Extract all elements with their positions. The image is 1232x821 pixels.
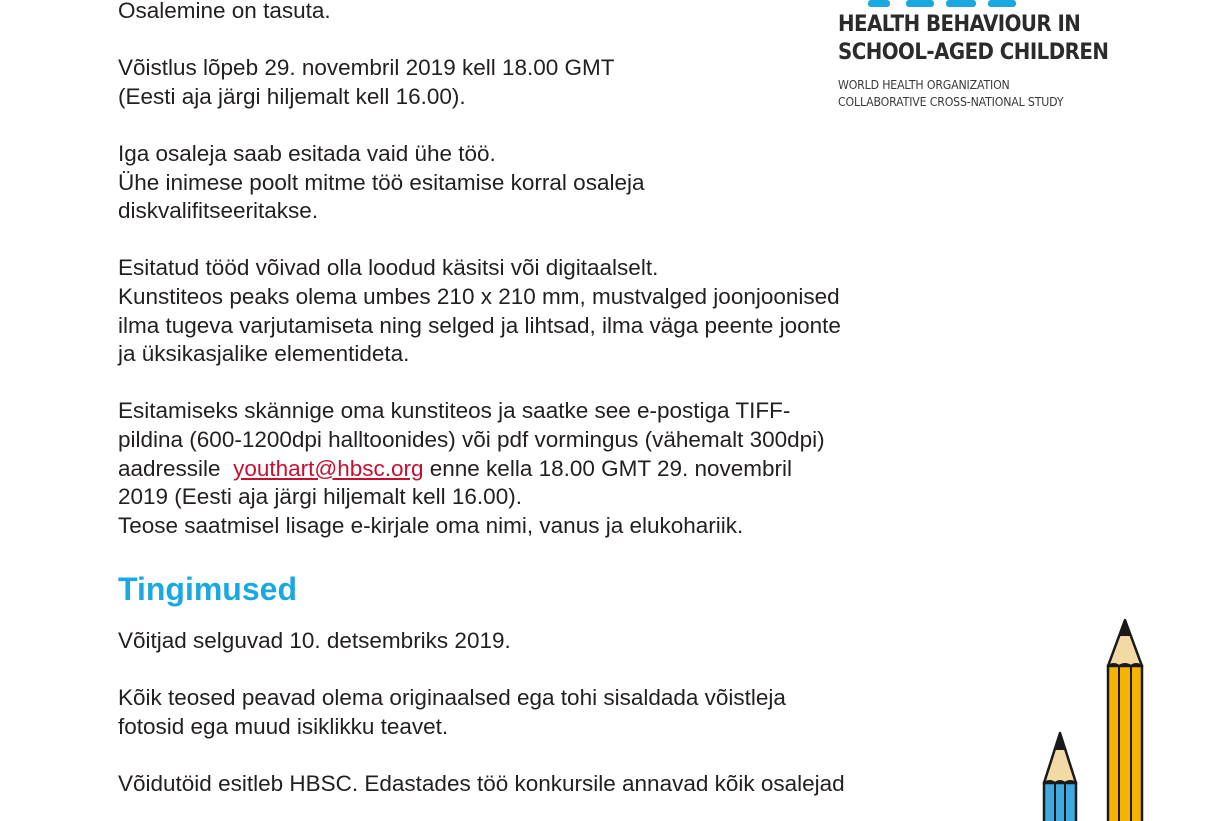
text-line: Võistlus lõpeb 29. novembril 2019 kell 18.00 GMT [118, 55, 615, 81]
text-line: 2019 (Eesti aja järgi hiljemalt kell 16.00). [118, 484, 522, 510]
text-line-with-email [118, 455, 938, 484]
text-segment: enne kella 18.00 GMT 29. novembril [423, 455, 793, 481]
text-line: ja üksikasjalike elementideta. [118, 341, 410, 367]
paragraph-deadline [118, 54, 938, 111]
text-line: ilma tugeva varjutamiseta ning selged ja lihtsad, ilma väga peente joonte [118, 312, 841, 338]
text-line: Võidutöid esitleb HBSC. Edastades töö konkursile annavad kõik osalejad [118, 770, 845, 796]
section-heading-terms: Tingimused [118, 570, 297, 607]
paragraph-originality [118, 684, 938, 741]
text-line: Kõik teosed peavad olema originaalsed ega tohi sisaldada võistleja [118, 685, 786, 711]
text-line: (Eesti aja järgi hiljemalt kell 16.00). [118, 83, 466, 109]
blue-pencil-icon [1044, 733, 1076, 821]
paragraph-one-entry [118, 140, 938, 226]
text-line: Teose saatmisel lisage e-kirjale oma nimi, vanus ja elukohariik. [118, 512, 744, 538]
text-line: Kunstiteos peaks olema umbes 210 x 210 mm, mustvalged joonjoonised [118, 283, 840, 309]
paragraph-artwork-format [118, 254, 938, 368]
text-segment: aadressile [118, 455, 234, 481]
logo-title-line2: SCHOOL-AGED CHILDREN [838, 40, 1109, 65]
paragraph-participation [118, 0, 938, 26]
paragraph-rights [118, 770, 938, 799]
text-line: pildina (600-1200dpi halltoonides) või pdf vormingus (vähemalt 300dpi) [118, 426, 825, 452]
text-line: Esitatud tööd võivad olla loodud käsitsi või digitaalselt. [118, 255, 659, 281]
text-line: Osalemine on tasuta. [118, 0, 331, 23]
pencils-illustration-icon [1030, 618, 1160, 821]
text-line: Võitjad selguvad 10. detsembriks 2019. [118, 627, 511, 653]
text-line: diskvalifitseeritakse. [118, 198, 319, 224]
logo-subtitle-line1: WORLD HEALTH ORGANIZATION [838, 77, 1010, 92]
paragraph-winners [118, 627, 938, 656]
logo-subtitle-line2: COLLABORATIVE CROSS-NATIONAL STUDY [838, 94, 1064, 109]
yellow-pencil-icon [1108, 620, 1142, 821]
text-line: Ühe inimese poolt mitme töö esitamise korral osaleja [118, 169, 645, 195]
document-body [118, 0, 938, 821]
logo-title-line1: HEALTH BEHAVIOUR IN [838, 12, 1081, 37]
text-line: Iga osaleja saab esitada vaid ühe töö. [118, 140, 496, 166]
text-line: Esitamiseks skännige oma kunstiteos ja saatke see e-postiga TIFF- [118, 398, 791, 424]
text-line: fotosid ega muud isiklikku teavet. [118, 713, 449, 739]
paragraph-submission [118, 397, 938, 540]
email-link[interactable]: youthart@hbsc.org [233, 455, 424, 481]
